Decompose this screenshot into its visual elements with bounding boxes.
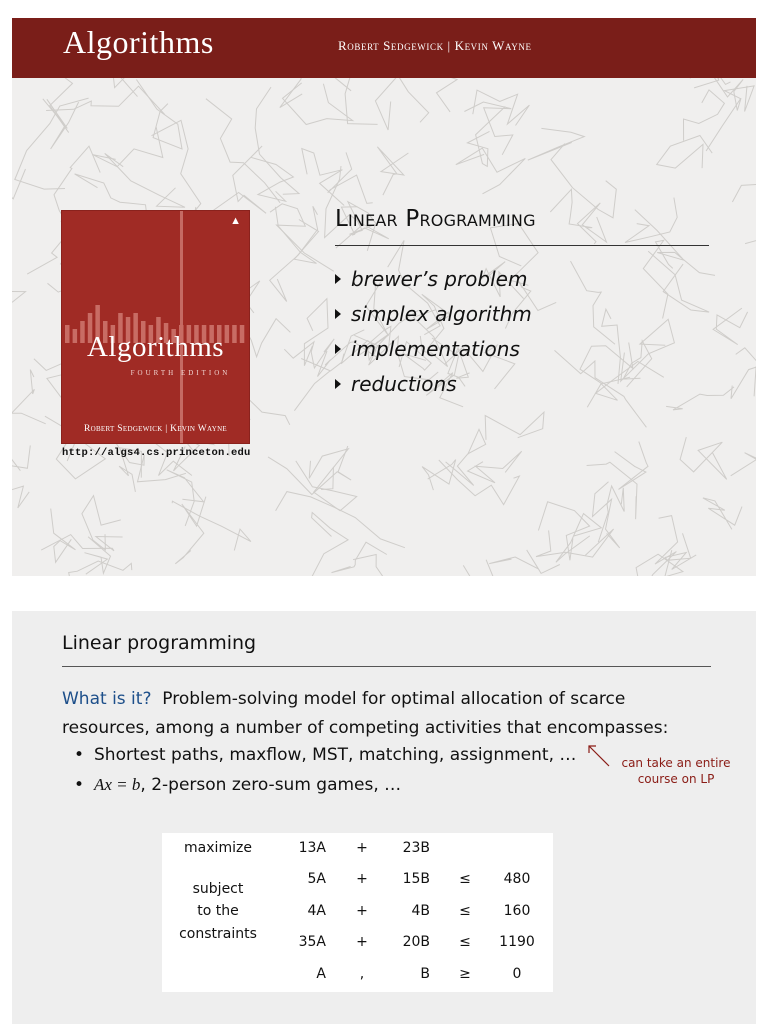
definition-line-1: Problem-solving model for optimal allocation of scarce bbox=[162, 689, 626, 709]
lp-coef-b: B bbox=[420, 966, 430, 982]
list-item: • Shortest paths, maxflow, MST, matching, assignment, … bbox=[74, 745, 577, 765]
lp-operator: + bbox=[356, 871, 368, 887]
lp-formulation bbox=[162, 833, 553, 992]
banner-title: Algorithms bbox=[63, 24, 214, 60]
definition-line-2: resources, among a number of competing activities that encompasses: bbox=[62, 718, 669, 738]
slide-title: Linear programming bbox=[62, 632, 257, 654]
lp-coef-a: A bbox=[316, 966, 326, 982]
cover-title: Algorithms bbox=[86, 331, 225, 363]
lp-coef-b: 23B bbox=[402, 840, 430, 856]
book-cover bbox=[61, 210, 250, 444]
example-list bbox=[74, 741, 576, 800]
title-slide bbox=[12, 18, 756, 576]
header-banner bbox=[12, 18, 756, 78]
lp-coef-b: 20B bbox=[402, 934, 430, 950]
lp-relation: ≥ bbox=[459, 966, 471, 982]
annotation-arrow-icon bbox=[586, 742, 612, 768]
math-expression: Ax = b bbox=[94, 775, 141, 794]
subject-label: to the bbox=[197, 903, 239, 919]
lp-coef-a: 35A bbox=[298, 934, 326, 950]
topic-item: implementations bbox=[335, 331, 532, 366]
title-divider bbox=[62, 666, 711, 667]
lp-relation: ≤ bbox=[459, 871, 471, 887]
annotation-note: can take an entire course on LP bbox=[621, 756, 731, 786]
lp-rhs: 480 bbox=[503, 871, 531, 887]
publisher-logo-icon: ▲ bbox=[230, 215, 241, 227]
lp-coef-a: 4A bbox=[307, 903, 326, 919]
lp-operator: + bbox=[356, 903, 368, 919]
topic-list bbox=[335, 261, 532, 401]
lp-relation: ≤ bbox=[459, 934, 471, 950]
question-text: What is it? bbox=[62, 689, 152, 709]
cover-authors: Robert Sedgewick | Kevin Wayne bbox=[83, 424, 228, 434]
section-title: Linear Programming bbox=[335, 206, 536, 232]
lp-operator: , bbox=[359, 966, 365, 982]
lp-coef-b: 4B bbox=[411, 903, 430, 919]
lp-rhs: 1190 bbox=[499, 934, 535, 950]
lp-operator: + bbox=[356, 840, 368, 856]
content-slide bbox=[12, 611, 756, 1024]
triangle-bullet-icon bbox=[335, 344, 341, 354]
triangle-bullet-icon bbox=[335, 274, 341, 284]
subject-label: constraints bbox=[179, 926, 257, 942]
cover-edition: FOURTH EDITION bbox=[130, 369, 231, 377]
triangle-bullet-icon bbox=[335, 309, 341, 319]
topic-item: simplex algorithm bbox=[335, 296, 532, 331]
book-url[interactable]: http://algs4.cs.princeton.edu bbox=[62, 447, 251, 459]
lp-operator: + bbox=[356, 934, 368, 950]
lp-rhs: 0 bbox=[512, 966, 522, 982]
maximize-label: maximize bbox=[184, 840, 252, 856]
section-divider bbox=[335, 245, 709, 246]
definition-paragraph bbox=[62, 685, 702, 743]
list-item: • Ax = b, 2-person zero-sum games, … bbox=[74, 775, 402, 795]
banner-authors: Robert Sedgewick | Kevin Wayne bbox=[338, 38, 532, 53]
lp-rhs: 160 bbox=[503, 903, 531, 919]
triangle-bullet-icon bbox=[335, 379, 341, 389]
cover-bar-graphic bbox=[62, 211, 249, 443]
lp-coef-a: 13A bbox=[298, 840, 326, 856]
subject-label: subject bbox=[192, 881, 244, 897]
lp-relation: ≤ bbox=[459, 903, 471, 919]
lp-coef-b: 15B bbox=[402, 871, 430, 887]
lp-coef-a: 5A bbox=[307, 871, 326, 887]
topic-item: reductions bbox=[335, 366, 532, 401]
topic-item: brewer’s problem bbox=[335, 261, 532, 296]
